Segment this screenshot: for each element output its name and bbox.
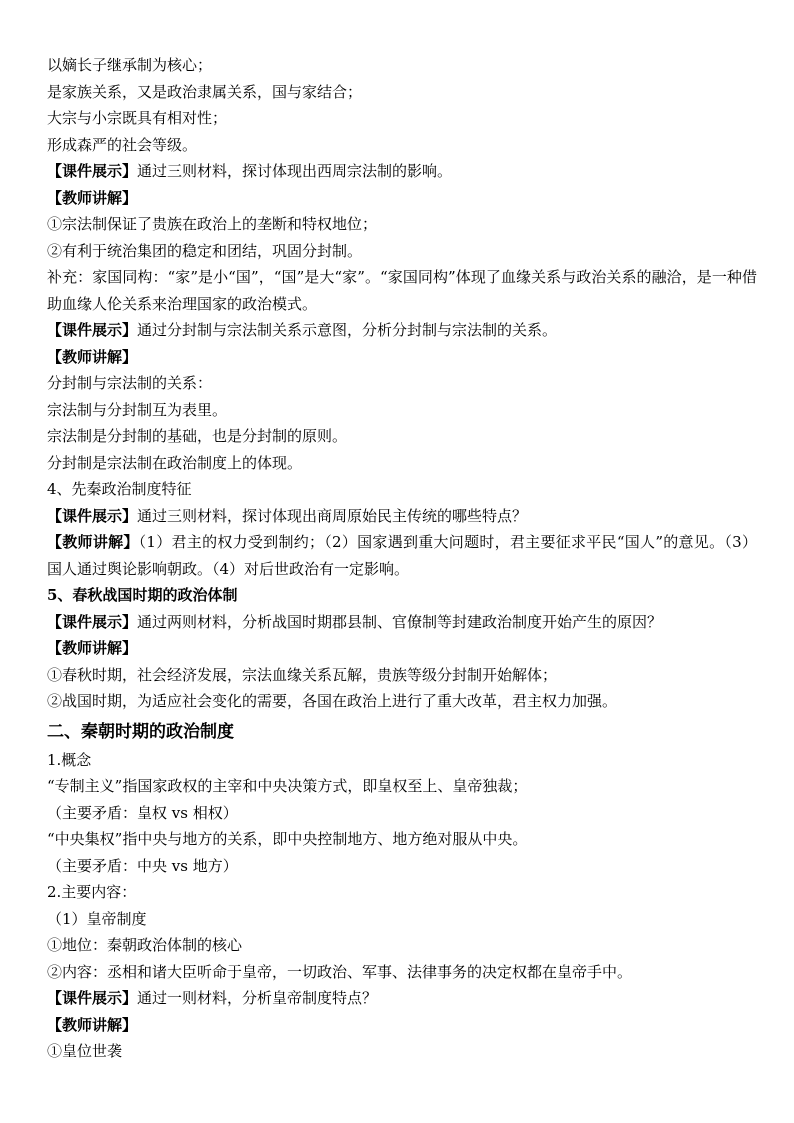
bracket-label: 【课件展示】 [47,989,138,1007]
line-text: （1）君主的权力受到制约；（2）国家遇到重大问题时，君主要征求平民“国人”的意见。（3）国人通过舆论影响朝政。（4）对后世政治有一定影响。 [47,533,757,578]
bold-label-line: 5、春秋战国时期的政治体制 [47,586,238,604]
labeled-line [47,503,757,530]
text-line: 分封制与宗法制的关系： [47,374,213,392]
bracket-label: 【课件展示】 [47,321,138,339]
labeled-line [47,609,757,636]
text-line: 1.概念 [47,750,92,769]
text-line: ②有利于统治集团的稳定和团结，巩固分封制。 [47,241,363,260]
text-line: （主要矛盾：中央 vs 地方） [47,856,238,875]
text-line: 宗法制与分封制互为表里。 [47,400,228,419]
text-line: 以嫡长子继承制为核心； [47,56,213,74]
text-line: 是家族关系，又是政治隶属关系，国与家结合； [47,82,363,101]
line-text: 通过一则材料，分析皇帝制度特点？ [137,989,378,1007]
text-line: 分封制是宗法制在政治制度上的体现。 [47,453,303,472]
bracket-label: 【课件展示】 [47,506,138,525]
labeled-line [47,158,757,185]
section-heading: 二、秦朝时期的政治制度 [47,721,234,742]
text-line: 4、先秦政治制度特征 [47,480,192,498]
text-line: ①宗法制保证了贵族在政治上的垄断和特权地位； [47,215,378,233]
bracket-label: 【课件展示】 [47,162,138,180]
text-line: （主要矛盾：皇权 vs 相权） [47,803,238,822]
text-line: ①春秋时期，社会经济发展，宗法血缘关系瓦解，贵族等级分封制开始解体； [47,665,558,684]
text-line: 2.主要内容： [47,883,137,901]
paragraph: 补充：家国同构：“家”是小“国”，“国”是大“家”。“家国同构”体现了血缘关系与政治关系的融洽，是一种借助血缘人伦关系来治理国家的政治模式。 [47,268,757,313]
line-text: 通过三则材料，探讨体现出商周原始民主传统的哪些特点？ [137,506,528,525]
line-text: 通过分封制与宗法制关系示意图，分析分封制与宗法制的关系。 [137,321,558,339]
bold-label-line: 【教师讲解】 [47,1015,138,1034]
text-line: 宗法制是分封制的基础，也是分封制的原则。 [47,427,348,445]
text-line: “中央集权”指中央与地方的关系，即中央控制地方、地方绝对服从中央。 [47,830,528,848]
bold-label-line: 【教师讲解】 [47,639,138,657]
text-line: ②内容：丞相和诸大臣听命于皇帝，一切政治、军事、法律事务的决定权都在皇帝手中。 [47,962,633,981]
bracket-label: 【课件展示】 [47,612,138,631]
line-text: 通过三则材料，探讨体现出西周宗法制的影响。 [137,162,453,180]
text-line: “专制主义”指国家政权的主宰和中央决策方式，即皇权至上、皇帝独裁； [47,777,528,795]
line-text: 通过两则材料，分析战国时期郡县制、官僚制等封建政治制度开始产生的原因？ [137,612,663,631]
bold-label-line: 【教师讲解】 [47,188,138,207]
labeled-line [47,529,757,582]
labeled-line [47,985,757,1012]
text-line: ①皇位世袭 [47,1042,123,1060]
bracket-label: 【教师讲解】 [47,533,139,551]
text-line: 形成森严的社会等级。 [47,135,198,154]
text-line: ①地位：秦朝政治体制的核心 [47,936,243,954]
document-page [47,52,757,1065]
bold-label-line: 【教师讲解】 [47,347,138,366]
text-line: ②战国时期，为适应社会变化的需要，各国在政治上进行了重大改革，君主权力加强。 [47,692,618,710]
text-line: 大宗与小宗既具有相对性； [47,109,228,127]
labeled-line [47,317,757,344]
text-line: （1）皇帝制度 [47,909,147,928]
